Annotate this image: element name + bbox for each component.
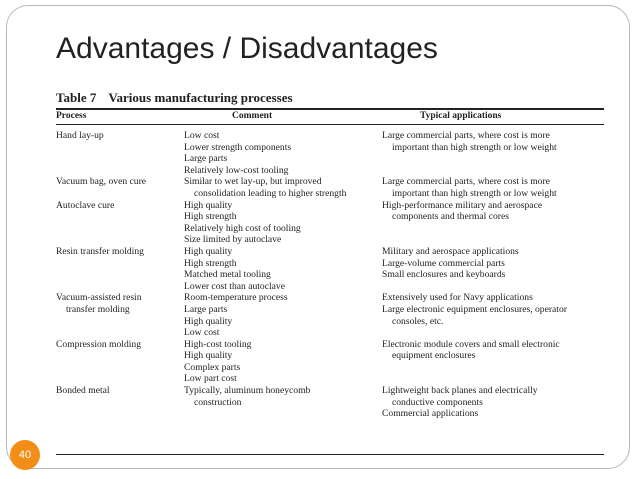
comment-cell — [184, 292, 382, 338]
process-cell — [56, 200, 184, 246]
cell-line: Low cost — [184, 130, 220, 141]
cell-line: components and thermal cores — [392, 211, 509, 223]
cell-line: Compression molding — [56, 338, 142, 350]
cell-line: Lightweight back planes and electrically — [382, 385, 538, 397]
cell-line: Large-volume commercial parts — [382, 257, 505, 269]
table-row — [56, 130, 604, 176]
cell-line: Small enclosures and keyboards — [382, 269, 506, 281]
cell-line: High quality — [184, 245, 233, 257]
cell-line: Large electronic equipment enclosures, operator — [382, 303, 567, 315]
process-cell — [56, 339, 184, 385]
applications-cell — [382, 339, 604, 385]
comment-cell — [184, 130, 382, 176]
cell-line: High quality — [184, 199, 233, 211]
column-header-process: Process — [56, 111, 87, 121]
cell-line: Low cost — [184, 327, 220, 339]
applications-cell — [382, 292, 604, 338]
table-caption-text: Various manufacturing processes — [108, 90, 293, 105]
cell-line: Typically, aluminum honeycomb — [184, 385, 311, 397]
cell-line: conductive components — [392, 396, 483, 408]
cell-line: Matched metal tooling — [184, 269, 271, 281]
cell-line: Large parts — [184, 303, 228, 315]
cell-line: important than high strength or low weight — [392, 141, 557, 153]
process-cell — [56, 176, 184, 199]
cell-line: High-performance military and aerospace — [382, 199, 543, 211]
cell-line: Commercial applications — [382, 408, 479, 420]
applications-cell — [382, 130, 604, 176]
cell-line: Large parts — [184, 153, 228, 165]
comment-cell — [184, 200, 382, 246]
comment-cell — [184, 339, 382, 385]
table-body — [56, 130, 604, 420]
cell-line: Relatively high cost of tooling — [184, 222, 301, 234]
cell-line: Resin transfer molding — [56, 245, 144, 257]
page-number-badge: 40 — [10, 440, 40, 470]
cell-line: High quality — [184, 315, 233, 327]
cell-line: Bonded metal — [56, 385, 110, 397]
cell-line: High-cost tooling — [184, 338, 252, 350]
cell-line: Military and aerospace applications — [382, 245, 519, 257]
cell-line: Similar to wet lay-up, but improved — [184, 176, 322, 188]
column-header-applications: Typical applications — [420, 111, 502, 121]
table-row — [56, 246, 604, 292]
column-header-comment: Comment — [232, 111, 273, 121]
cell-line: Room-temperature process — [184, 292, 288, 304]
cell-line: Low part cost — [184, 373, 237, 385]
applications-cell — [382, 176, 604, 199]
table-row — [56, 339, 604, 385]
cell-line: equipment enclosures — [392, 350, 476, 362]
cell-line: construction — [194, 396, 242, 408]
cell-line: Lower strength components — [184, 141, 292, 153]
cell-line: Complex parts — [184, 361, 241, 373]
applications-cell — [382, 246, 604, 292]
table-caption-number: Table 7 — [56, 90, 97, 105]
cell-line: transfer molding — [66, 303, 130, 315]
cell-line: Vacuum bag, oven cure — [56, 176, 147, 188]
cell-line: High quality — [184, 350, 233, 362]
process-cell — [56, 246, 184, 292]
process-cell — [56, 385, 184, 420]
cell-line: High strength — [184, 257, 237, 269]
cell-line: Lower cost than autoclave — [184, 280, 285, 292]
cell-line: Hand lay-up — [56, 130, 104, 141]
cell-line: Electronic module covers and small electronic — [382, 338, 560, 350]
applications-cell — [382, 385, 604, 420]
comment-cell — [184, 176, 382, 199]
slide-title: Advantages / Disadvantages — [56, 32, 438, 65]
comment-cell — [184, 385, 382, 420]
cell-line: important than high strength or low weight — [392, 187, 557, 199]
table-header-rule — [56, 124, 604, 125]
cell-line: Size limited by autoclave — [184, 234, 282, 246]
cell-line: Large commercial parts, where cost is more — [382, 130, 550, 141]
table-bottom-rule — [56, 454, 604, 455]
cell-line: Relatively low-cost tooling — [184, 164, 289, 176]
applications-cell — [382, 200, 604, 246]
process-cell — [56, 130, 184, 176]
cell-line: Vacuum-assisted resin — [56, 292, 142, 304]
table-caption — [56, 90, 293, 106]
table-top-rule — [56, 108, 604, 110]
process-cell — [56, 292, 184, 338]
table-row — [56, 385, 604, 420]
table-row — [56, 176, 604, 199]
cell-line: Extensively used for Navy applications — [382, 292, 533, 304]
cell-line: consolidation leading to higher strength — [194, 187, 347, 199]
cell-line: Autoclave cure — [56, 199, 115, 211]
process-table — [56, 90, 604, 456]
table-row — [56, 200, 604, 246]
comment-cell — [184, 246, 382, 292]
cell-line: consoles, etc. — [392, 315, 444, 327]
cell-line: Large commercial parts, where cost is more — [382, 176, 550, 188]
cell-line: High strength — [184, 211, 237, 223]
table-row — [56, 292, 604, 338]
